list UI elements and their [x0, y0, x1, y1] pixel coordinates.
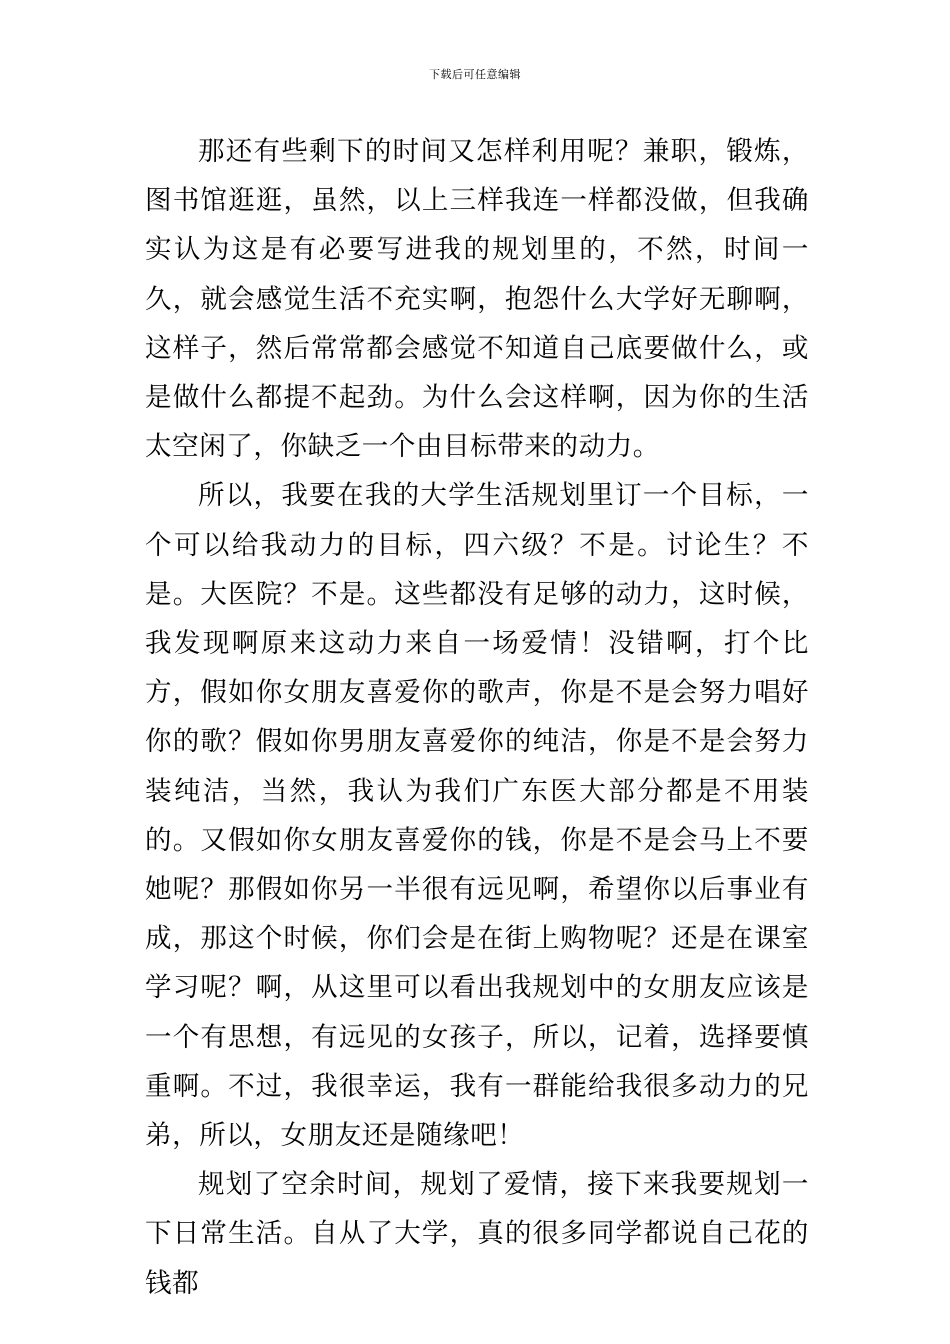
- page-header: 下载后可任意编辑: [429, 68, 521, 81]
- document-body: [145, 127, 809, 1308]
- paragraph-1: 那还有些剩下的时间又怎样利用呢？兼职，锻炼，图书馆逛逛，虽然，以上三样我连一样都没做，但我确实认为这是有必要写进我的规划里的，不然，时间一久，就会感觉生活不充实啊，抱怨什么大学好无聊啊，这样子，然后常常都会感觉不知道自己底要做什么，或是做什么都提不起劲。为什么会这样啊，因为你的生活太空闲了，你缺乏一个由目标带来的动力。: [145, 136, 809, 463]
- paragraph-2: 所以，我要在我的大学生活规划里订一个目标，一个可以给我动力的目标，四六级？不是。讨论生？不是。大医院？不是。这些都没有足够的动力，这时候，我发现啊原来这动力来自一场爱情！没错啊，打个比方，假如你女朋友喜爱你的歌声，你是不是会努力唱好你的歌？假如你男朋友喜爱你的纯洁，你是不是会努力装纯洁，当然，我认为我们广东医大部分都是不用装的。又假如你女朋友喜爱你的钱，你是不是会马上不要她呢？那假如你另一半很有远见啊，希望你以后事业有成，那这个时候，你们会是在街上购物呢？还是在课室学习呢？啊，从这里可以看出我规划中的女朋友应该是一个有思想，有远见的女孩子，所以，记着，选择要慎重啊。不过，我很幸运，我有一群能给我很多动力的兄弟，所以，女朋友还是随缘吧！: [145, 480, 809, 1152]
- paragraph-3: 规划了空余时间，规划了爱情，接下来我要规划一下日常生活。自从了大学，真的很多同学都说自己花的钱都: [145, 1169, 809, 1299]
